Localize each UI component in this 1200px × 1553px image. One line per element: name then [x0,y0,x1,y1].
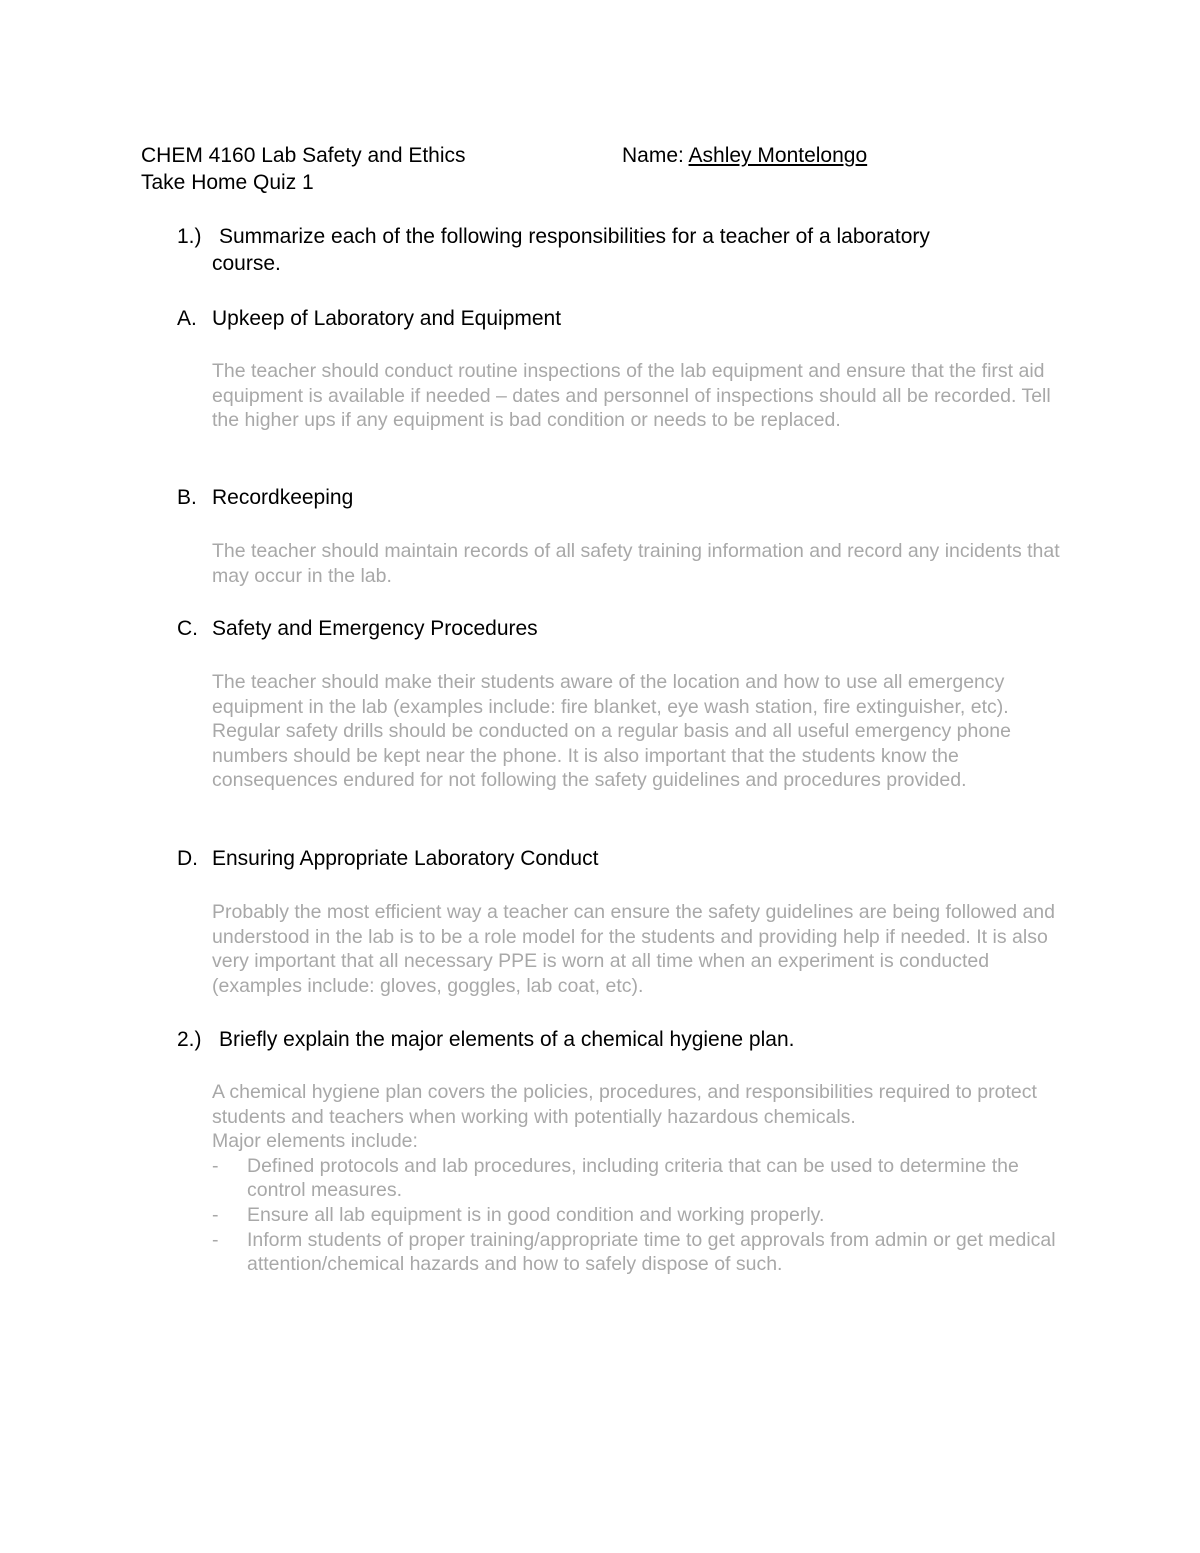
list-item-text: Inform students of proper training/appropriate time to get approvals from admin or get medical attention/chemical hazards and how to safely dispose of such. [247,1228,1056,1276]
part-a-answer [212,359,1072,433]
part-b-answer [212,539,1072,588]
part-a-letter: A. [177,307,197,330]
name-value: Ashley Montelongo [688,144,868,167]
question-1-number: 1.) [177,225,202,248]
list-item-text: Defined protocols and lab procedures, including criteria that can be used to determine the control measures. [247,1154,1019,1202]
bullet-dash: - [212,1203,219,1226]
question-1-text-line-2: course. [212,252,281,275]
list-item-text: Ensure all lab equipment is in good condition and working properly. [247,1203,825,1226]
bullet-dash: - [212,1154,219,1177]
part-a-answer-text: The teacher should conduct routine inspections of the lab equipment and ensure that the first aid equipment is available if needed – dates and personnel of inspections should all be recorded. Tell the higher ups if any equipment is bad condition or needs to be replaced. [212,360,1051,432]
question-1-text-line-1: Summarize each of the following responsibilities for a teacher of a laboratory [219,225,930,248]
question-2-answer-lead: Major elements include: [212,1130,418,1153]
quiz-title: Take Home Quiz 1 [141,171,314,194]
part-b-answer-text: The teacher should maintain records of all safety training information and record any incidents that may occur in the lab. [212,540,1060,587]
question-2-text: Briefly explain the major elements of a chemical hygiene plan. [219,1028,795,1051]
part-d-heading: Ensuring Appropriate Laboratory Conduct [212,847,599,870]
question-2-answer [212,1080,1072,1277]
part-b-heading: Recordkeeping [212,486,354,509]
list-item [212,1203,1072,1228]
part-c-answer-text: The teacher should make their students aware of the location and how to use all emergency equipment in the lab (examples include: fire blanket, eye wash station, fire extinguisher, etc). Regular safety drills should be conducted on a regular basis and all useful emergency phone numbers should be kept near the phone. It is also important that the students know the consequences endured for not following the safety guidelines and procedures provided. [212,671,1011,792]
question-2-answer-intro: A chemical hygiene plan covers the policies, procedures, and responsibilities required to protect students and teachers when working with potentially hazardous chemicals. [212,1081,1037,1128]
bullet-dash: - [212,1228,219,1251]
list-item [212,1154,1072,1203]
part-d-answer-text: Probably the most efficient way a teacher can ensure the safety guidelines are being followed and understood in the lab is to be a role model for the students and providing help if needed. It is also very important that all necessary PPE is worn at all time when an experiment is conducted (examples include: gloves, goggles, lab coat, etc). [212,901,1055,997]
question-2-number: 2.) [177,1028,202,1051]
name-label: Name: [622,144,689,167]
list-item [212,1228,1072,1277]
major-elements-list [212,1154,1072,1277]
part-b-letter: B. [177,486,197,509]
course-title: CHEM 4160 Lab Safety and Ethics [141,144,466,167]
part-c-letter: C. [177,617,198,640]
student-name [622,143,867,169]
part-d-letter: D. [177,847,198,870]
part-c-heading: Safety and Emergency Procedures [212,617,538,640]
part-c-answer [212,670,1072,793]
part-d-answer [212,900,1072,998]
part-a-heading: Upkeep of Laboratory and Equipment [212,307,562,330]
